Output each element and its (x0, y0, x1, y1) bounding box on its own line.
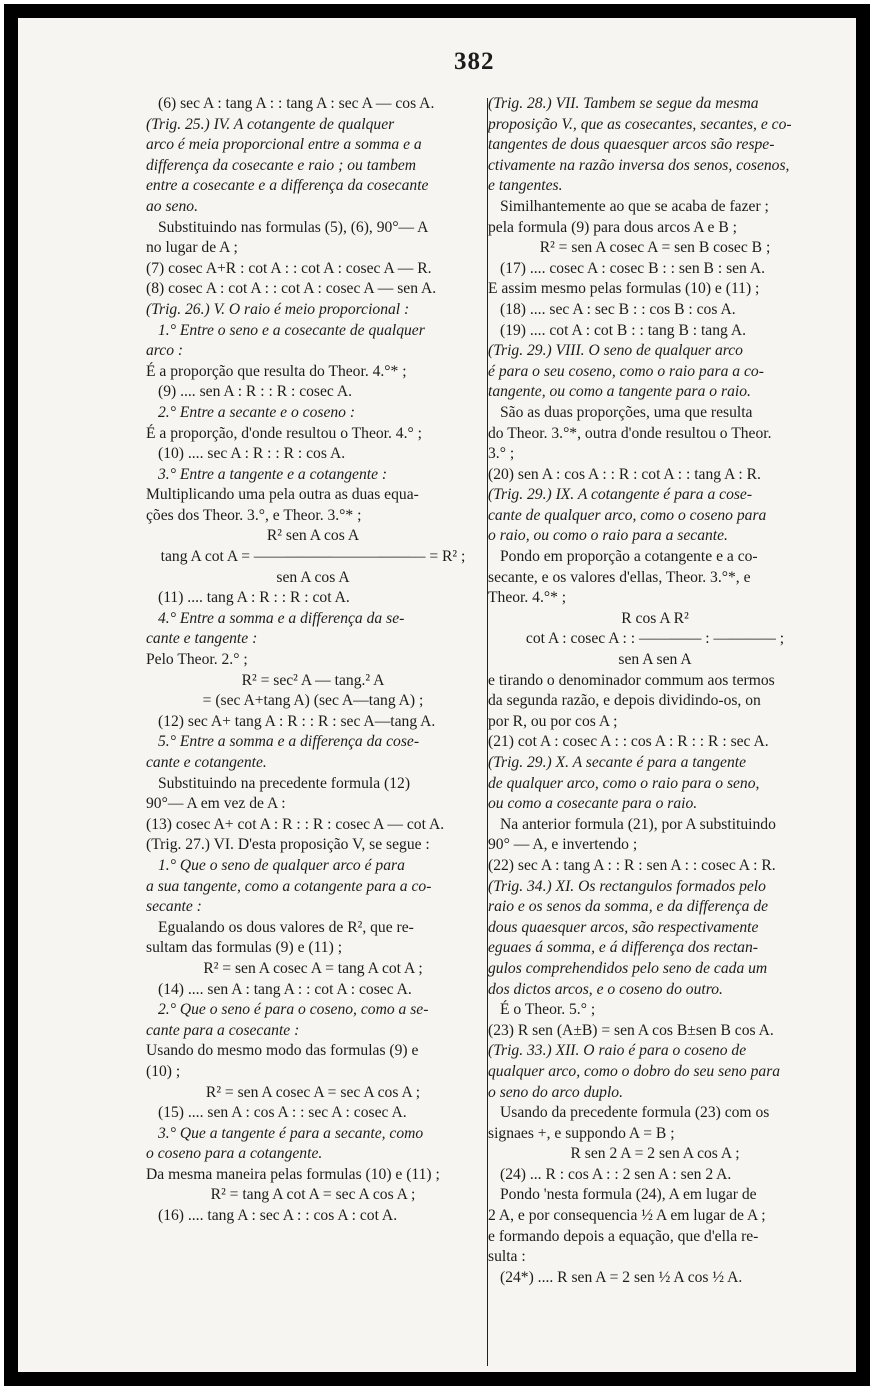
right-column-line: sulta : (488, 1248, 526, 1266)
right-column-line: da segunda razão, e depois dividindo-os, on (488, 692, 761, 710)
left-column-line: cante e tangente : (146, 630, 258, 648)
right-column-line: (20) sen A : cos A : : R : cot A : : tang A : R. (488, 465, 761, 483)
right-column-line: cante de qualquer arco, como o coseno para (488, 506, 767, 524)
right-column-line: São as duas proporções, uma que resulta (500, 403, 753, 421)
right-column-line: (23) R sen (A±B) = sen A cos B±sen B cos A. (488, 1021, 774, 1039)
left-column-line: (9) .... sen A : R : : R : cosec A. (158, 383, 353, 401)
left-column-line: sen A cos A (276, 568, 350, 586)
left-column (146, 94, 480, 1227)
right-column-line: (Trig. 34.) XI. Os rectangulos formados pelo (488, 877, 766, 895)
right-column-line: tangente, ou como a tangente para o raio. (488, 383, 751, 401)
left-column-line: o coseno para a cotangente. (146, 1145, 323, 1163)
right-column-line: raio e os senos da somma, e da differença de (488, 898, 769, 916)
left-column-line: Substituindo nas formulas (5), (6), 90°— A (158, 218, 429, 236)
left-column-line: É a proporção, d'onde resultou o Theor. 4.° ; (146, 424, 422, 442)
left-column-line: (15) .... sen A : cos A : : sec A : cosec A. (158, 1104, 407, 1122)
left-column-line: (11) .... tang A : R : : R : cot A. (158, 589, 350, 607)
left-column-line: (Trig. 27.) VI. D'esta proposição V, se segue : (146, 836, 430, 854)
left-column-line: 5.° Entre a somma e a differença da cose- (158, 733, 420, 751)
right-column-line: (Trig. 29.) X. A secante é para a tangente (488, 754, 746, 771)
left-column-line: (16) .... tang A : sec A : : cos A : cot A. (158, 1207, 398, 1225)
right-column-line: de qualquer arco, como o raio para o seno, (488, 774, 760, 792)
right-column-line: Theor. 4.°* ; (488, 589, 567, 607)
right-column-line: Na anterior formula (21), por A substituindo (500, 815, 776, 833)
left-column-line: R² = tang A cot A = sec A cos A ; (210, 1186, 416, 1204)
right-column-line: (Trig. 29.) VIII. O seno de qualquer arco (488, 342, 743, 360)
left-column-line: 2.° Entre a secante e o coseno : (158, 403, 356, 421)
right-column-line: 90° — A, e invertendo ; (488, 836, 638, 854)
left-column-line: 3.° Entre a tangente e a cotangente : (158, 465, 388, 483)
right-column-line: (21) cot A : cosec A : : cos A : R : : R : sec A. (488, 733, 769, 751)
right-column-line: e formando depois a equação, que d'ella re- (488, 1227, 759, 1245)
right-column-line: proposição V., que as cosecantes, secantes, e co- (488, 115, 792, 133)
right-column-line: (24*) .... R sen A = 2 sen ½ A cos ½ A. (500, 1268, 743, 1286)
right-column-line: (Trig. 28.) VII. Tambem se segue da mesma (488, 95, 759, 112)
right-column-line: Usando da precedente formula (23) com os (500, 1104, 770, 1122)
left-column-line: (14) .... sen A : tang A : : cot A : cosec A. (158, 980, 412, 998)
left-column-line: Multiplicando uma pela outra as duas equa- (146, 486, 419, 504)
left-column-line: R² = sen A cosec A = tang A cot A ; (203, 959, 423, 977)
left-column-line: no lugar de A ; (146, 239, 238, 257)
right-column-line: é para o seu coseno, como o raio para a co- (488, 362, 764, 380)
right-column-line: 2 A, e por consequencia ½ A em lugar de A ; (488, 1207, 766, 1225)
right-column-line: E assim mesmo pelas formulas (10) e (11) ; (488, 280, 760, 298)
left-column-line: Pelo Theor. 2.° ; (146, 651, 248, 669)
left-column-line: arco é meia proporcional entre a somma e a (146, 136, 422, 154)
left-column-line: 1.° Que o seno de qualquer arco é para (158, 856, 405, 874)
right-column-line: Similhantemente ao que se acaba de fazer ; (500, 197, 769, 215)
left-column-line: R² = sen A cosec A = sec A cos A ; (205, 1083, 421, 1101)
right-column-line: tangentes de dous quaesquer arcos são respe- (488, 136, 775, 154)
left-column-line: differença da cosecante e raio ; ou tambem (146, 156, 417, 174)
left-column-line: (8) cosec A : cot A : : cot A : cosec A — sen A. (146, 280, 437, 298)
left-column-line: 3.° Que a tangente é para a secante, como (158, 1124, 424, 1142)
left-column-line: ao seno. (146, 197, 198, 215)
right-column-line: (Trig. 29.) IX. A cotangente é para a cose- (488, 486, 753, 504)
left-column-line: R² = sec² A — tang.² A (241, 671, 385, 689)
right-column-line: (19) .... cot A : cot B : : tang B : tang A. (500, 321, 747, 339)
right-column-line: cot A : cosec A : : ———— : ———— ; (525, 630, 785, 648)
right-column-line: ou como a cosecante para o raio. (488, 795, 698, 813)
left-column-line: (Trig. 25.) IV. A cotangente de qualquer (146, 115, 395, 133)
left-column-line: a sua tangente, como a cotangente para a co- (146, 877, 432, 895)
right-column-line: e tirando o denominador commum aos termos (488, 671, 775, 689)
right-column-line: Pondo em proporção a cotangente e a co- (500, 548, 758, 566)
right-column-line: Pondo 'nesta formula (24), A em lugar de (500, 1186, 757, 1204)
right-column-line: (22) sec A : tang A : : R : sen A : : cosec A : R. (488, 856, 776, 874)
right-column-line: dos dictos arcos, e o coseno do outro. (488, 980, 723, 998)
left-column-line: É a proporção que resulta do Theor. 4.°* ; (146, 362, 407, 380)
left-column-line: Substituindo na precedente formula (12) (158, 774, 411, 792)
left-column-line: (Trig. 26.) V. O raio é meio proporcional : (146, 300, 410, 318)
left-column-line: ções dos Theor. 3.°, e Theor. 3.°* ; (146, 506, 362, 524)
left-column-line: (10) .... sec A : R : : R : cos A. (158, 445, 346, 463)
right-column-line: R cos A R² (621, 609, 689, 627)
right-column-line: o raio, ou como o raio para a secante. (488, 527, 728, 545)
left-column-line: Egualando os dous valores de R², que re- (158, 918, 414, 936)
left-column-line: (12) sec A+ tang A : R : : R : sec A—tang A. (158, 712, 436, 730)
right-column-line: ctivamente na razão inversa dos senos, cosenos, (488, 156, 790, 174)
right-column-line: R² = sen A cosec A = sen B cosec B ; (539, 239, 771, 257)
right-column-line: e tangentes. (488, 177, 563, 195)
left-column-line: cante e cotangente. (146, 754, 267, 771)
right-column-line: do Theor. 3.°*, outra d'onde resultou o Theor. (488, 424, 772, 442)
right-column-line: secante, e os valores d'ellas, Theor. 3.°*, e (488, 568, 751, 586)
right-column-line: (24) ... R : cos A : : 2 sen A : sen 2 A. (500, 1165, 732, 1183)
right-column-line: (18) .... sec A : sec B : : cos B : cos A. (500, 300, 736, 318)
left-column-line: Da mesma maneira pelas formulas (10) e (11) ; (146, 1165, 440, 1183)
left-column-line: Usando do mesmo modo das formulas (9) e (146, 1042, 419, 1060)
right-column (488, 94, 822, 1288)
right-column-line: por R, ou por cos A ; (488, 712, 618, 730)
right-column-line: É o Theor. 5.° ; (500, 1001, 596, 1019)
right-column-line: o seno do arco duplo. (488, 1083, 623, 1101)
right-column-line: sen A sen A (618, 651, 692, 669)
left-column-line: secante : (146, 898, 202, 916)
right-column-line: eguaes á somma, e á differença dos rectan- (488, 939, 758, 957)
right-column-line: signaes +, e suppondo A = B ; (488, 1124, 675, 1142)
left-column-line: sultam das formulas (9) e (11) ; (146, 939, 343, 957)
left-column-line: 1.° Entre o seno e a cosecante de qualquer (158, 321, 425, 339)
left-column-line: (6) sec A : tang A : : tang A : sec A — cos A. (158, 95, 435, 112)
scan-border (4, 4, 870, 1386)
left-column-line: arco : (146, 342, 184, 360)
right-column-line: (17) .... cosec A : cosec B : : sen B : sen A. (500, 259, 766, 277)
left-column-line: entre a cosecante e a differença da cosecante (146, 177, 429, 195)
right-column-line: 3.° ; (488, 445, 515, 463)
right-column-line: dous quaesquer arcos, são respectivamente (488, 918, 759, 936)
left-column-line: (13) cosec A+ cot A : R : : R : cosec A — cot A. (146, 815, 445, 833)
left-column-line: 2.° Que o seno é para o coseno, como a se- (158, 1001, 429, 1019)
left-column-line: = (sec A+tang A) (sec A—tang A) ; (202, 692, 424, 710)
left-column-line: tang A cot A = ——————————— = R² ; (160, 548, 466, 566)
right-column-line: pela formula (9) para dous arcos A e B ; (488, 218, 737, 236)
left-column-line: (10) ; (146, 1062, 181, 1080)
left-column-line: 4.° Entre a somma e a differença da se- (158, 609, 405, 627)
left-column-line: R² sen A cos A (266, 527, 360, 545)
right-column-line: (Trig. 33.) XII. O raio é para o coseno de (488, 1042, 747, 1060)
right-column-line: qualquer arco, como o dobro do seu seno para (488, 1062, 781, 1080)
book-page (18, 18, 856, 1372)
left-column-line: (7) cosec A+R : cot A : : cot A : cosec A — R. (146, 259, 432, 277)
page-number: 382 (454, 48, 495, 75)
right-column-line: R sen 2 A = 2 sen A cos A ; (570, 1145, 740, 1163)
left-column-line: cante para a cosecante : (146, 1021, 300, 1039)
right-column-line: gulos comprehendidos pelo seno de cada um (488, 959, 768, 977)
left-column-line: 90°— A em vez de A : (146, 795, 286, 813)
